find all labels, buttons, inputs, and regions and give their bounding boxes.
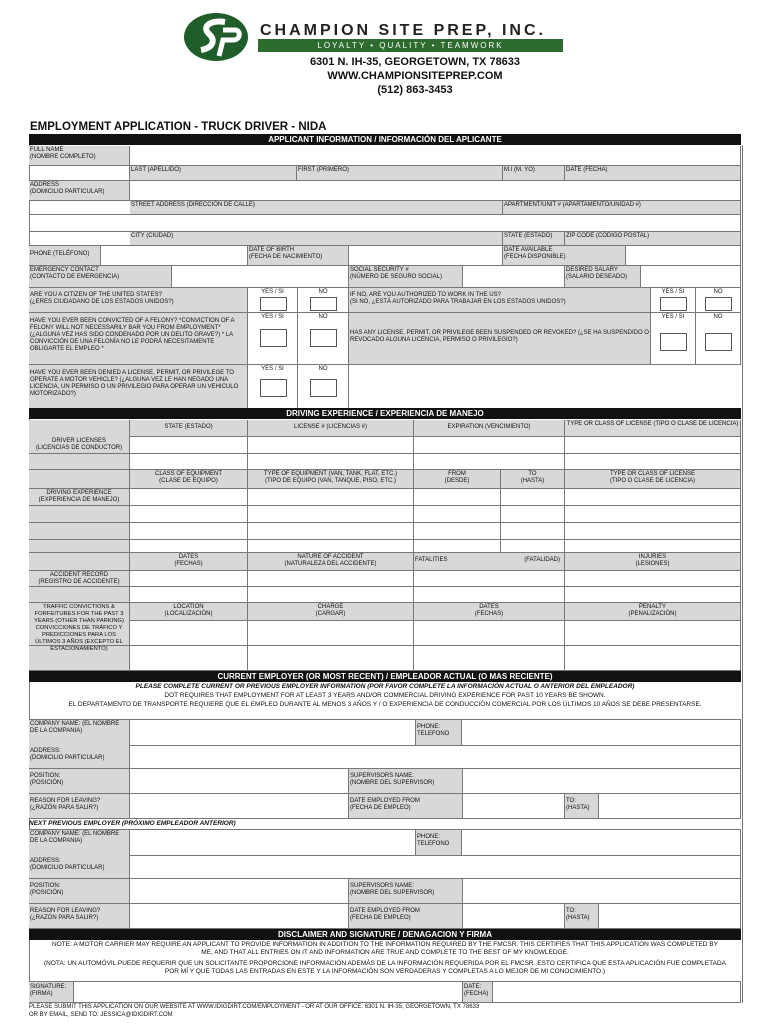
location-label: LOCATION (LOCALIZACIÓN) [130, 603, 248, 620]
date-label: DATE (FECHA) [565, 166, 741, 180]
license-type-field[interactable] [565, 454, 741, 469]
experience-row-1 [29, 489, 741, 506]
emergency-label: EMERGENCY CONTACT (CONTACTO DE EMERGENCIA) [29, 266, 172, 287]
expiration-field[interactable] [414, 437, 565, 453]
expiration-label: EXPIRATION (VENCIMIENTO) [414, 420, 565, 436]
accident-record-label: ACCIDENT RECORD (REGISTRO DE ACCIDENTE) [29, 571, 130, 586]
page-title: EMPLOYMENT APPLICATION - TRUCK DRIVER - NIDA [30, 121, 327, 133]
company-address: 6301 N. IH-35, GEORGETOWN, TX 78633 [309, 56, 521, 68]
mi-label: M.I (M. YO) [503, 166, 565, 180]
license-state-field[interactable] [130, 437, 248, 453]
supervisor-field[interactable] [463, 769, 741, 793]
address-label: ADDRESS (DOMICILIO PARTICULAR) [29, 181, 130, 200]
fatalidad-text: (FATALIDAD) [524, 557, 560, 563]
employer-address-field[interactable] [130, 745, 741, 768]
denied-label: HAVE YOU EVER BEEN DENIED A LICENSE, PERMIT, OR PRIVILEGE TO OPERATE A MOTOR VEHICLE? (¿ALGUNA VEZ LE HAN NEGADO UNA LICENCIA, UN PERMISO O UN PRIVILEGIO PARA OPERAR UN VEHICULO MOTORIZADO?) [29, 365, 248, 408]
reason-field[interactable] [130, 794, 349, 818]
accident-row-1 [29, 571, 741, 587]
accident-row-2 [29, 587, 741, 603]
license-type-field[interactable] [565, 489, 741, 505]
salary-label: DESIRED SALARY (SALARIO DESEADO) [565, 266, 641, 287]
type-equipment-field[interactable] [248, 506, 414, 522]
from-field[interactable] [414, 489, 501, 505]
class-equipment-field[interactable] [130, 523, 248, 539]
emergency-row [29, 266, 741, 288]
full-name-row [29, 146, 741, 166]
cs-logo-icon [183, 12, 249, 62]
experience-row-3 [29, 523, 741, 540]
accident-nature-field[interactable] [248, 587, 414, 602]
class-equipment-field[interactable] [130, 506, 248, 522]
citizen-yes-checkbox[interactable] [260, 297, 287, 311]
position-field[interactable] [130, 769, 349, 793]
fatalities-field[interactable] [414, 571, 565, 586]
employer-phone-field[interactable] [462, 720, 741, 745]
accident-date-field[interactable] [130, 571, 248, 586]
license-number-field[interactable] [248, 454, 414, 469]
submit-instructions: PLEASE SUBMIT THIS APPLICATION ON OUR WEBSITE AT WWW.IDIGDIRT.COM/EMPLOYMENT - OR AT OUR OFFICE: 6301 N. IH-35, GEORGETOWN, TX 78633 [29, 1004, 480, 1010]
date-available-field[interactable] [626, 246, 741, 265]
ssn-label: SOCIAL SECURITY # (NÚMERO DE SEGURO SOCIAL) [349, 266, 463, 287]
license-type-label: TYPE OR CLASS OF LICENSE (TIPO O CLASE DE LICENCIA) [565, 420, 741, 436]
penalty-field[interactable] [565, 621, 741, 645]
yes-label: YES / SI [661, 314, 685, 320]
traffic-dates-label: DATES (FECHAS) [414, 603, 565, 620]
from-field[interactable] [414, 523, 501, 539]
city-field-row [29, 215, 741, 232]
penalty-label: PENALTY (PENALIZACIÓN) [565, 603, 741, 620]
injuries-label: INJURIES (LESIONES) [565, 553, 741, 570]
date-available-label: DATE AVAILABLE (FECHA DISPONIBLE) [503, 246, 626, 265]
company-row [29, 719, 741, 746]
street-row [29, 201, 741, 215]
charge-field[interactable] [248, 646, 414, 670]
location-field[interactable] [130, 621, 248, 645]
signature-field[interactable] [74, 982, 463, 1002]
felony-row [29, 313, 741, 365]
employer-phone-field-2[interactable] [462, 830, 741, 855]
class-equipment-field[interactable] [130, 489, 248, 505]
authorized-label: IF NO, ARE YOU AUTHORIZED TO WORK IN THE US? (SI NO, ¿ESTÁ AUTORIZADO PARA TRABAJAR EN LOS ESTADOS UNIDOS?) [349, 288, 651, 312]
dob-field[interactable] [349, 246, 503, 265]
company-label-2: COMPANY NAME: (EL NOMBRE DE LA COMPANIA) [29, 830, 130, 855]
from-field[interactable] [414, 506, 501, 522]
yes-label: YES / SI [661, 289, 685, 295]
felony-yes-cell [248, 313, 298, 364]
suspended-yes-cell [651, 313, 696, 364]
fatalities-text: FATALITIES [415, 557, 448, 563]
address-row [29, 181, 741, 201]
fatalities-label [414, 553, 565, 570]
accident-dates-label: DATES (FECHAS) [130, 553, 248, 570]
employed-from-label: DATE EMPLOYED FROM (FECHA DE EMPLEO) [349, 794, 463, 818]
reason-label-2: REASON FOR LEAVING? (¿RAZÓN PARA SALIR?) [29, 904, 130, 928]
charge-label: CHARGE (CARGAR) [248, 603, 414, 620]
traffic-header-row [29, 603, 741, 652]
license-type-field[interactable] [565, 437, 741, 453]
traffic-date-field[interactable] [414, 646, 565, 670]
reason-label: REASON FOR LEAVING? (¿RAZÓN PARA SALIR?) [29, 794, 130, 818]
employed-from-field-2[interactable] [463, 904, 565, 928]
phone-field[interactable] [101, 246, 248, 265]
citizen-label: ARE YOU A CITIZEN OF THE UNITED STATES? (¿ERES CIUDADANO DE LOS ESTADOS UNIDOS?) [29, 288, 248, 312]
dot-requirement-es: EL DEPARTAMENTO DE TRANSPORTE REQUIERE QUE EL EMPLEO DURANTE AL MENOS 3 AÑOS Y / O EXPERIENCIA DE CONDUCCIÓN COMERCIAL POR LOS ÚLTIMOS 10 AÑOS SE DEBE PRESENTARSE. [68, 701, 702, 708]
accident-nature-label: NATURE OF ACCIDENT (NATURALEZA DEL ACCIDENTE) [248, 553, 414, 570]
denied-no-checkbox[interactable] [310, 379, 337, 397]
license-type-field[interactable] [565, 506, 741, 522]
to-field[interactable] [501, 523, 565, 539]
signature-label: SIGNATURE: (FIRMA) [29, 982, 74, 1002]
phone-row [29, 246, 741, 266]
license-type-field[interactable] [565, 523, 741, 539]
company-row-2 [29, 829, 741, 856]
denied-yes-cell [248, 365, 298, 408]
accident-header-row [29, 553, 741, 571]
position-field-2[interactable] [130, 879, 349, 903]
employer-address-label: ADDRESS: (DOMICILIO PARTICULAR) [29, 745, 130, 768]
felony-yes-checkbox[interactable] [260, 329, 287, 347]
traffic-row-2 [29, 646, 741, 671]
company-name: CHAMPION SITE PREP, INC. [260, 22, 546, 39]
full-name-field[interactable] [130, 146, 741, 165]
felony-no-checkbox[interactable] [310, 329, 337, 347]
employer-address-field-2[interactable] [130, 855, 741, 878]
no-label: NO [318, 314, 328, 320]
apt-label: APARTMENT/UNIT # (APARTAMENTO/UNIDAD #) [503, 201, 741, 214]
authorized-no-checkbox[interactable] [705, 297, 732, 311]
injuries-field[interactable] [565, 571, 741, 586]
zip-label: ZIP CODE (CÓDIGO POSTAL) [565, 232, 741, 245]
phone-label: PHONE (TELÉFONO) [29, 246, 101, 265]
license-type-label-2: TYPE OR CLASS OF LICENSE (TIPO O CLASE DE LICENCIA) [565, 470, 741, 488]
position-row-2 [29, 879, 741, 904]
employed-from-label-2: DATE EMPLOYED FROM (FECHA DE EMPLEO) [349, 904, 463, 928]
suspended-label: HAS ANY LICENSE, PERMIT, OR PRIVILEGE BEEN SUSPENDED OR REVOKED? (¿SE HA SUSPENDIDO O REVOCADO ALGUNA LICENCIA, PERMISO O PRIVILEGIO?) [349, 313, 651, 364]
employer-address-row-2 [29, 855, 741, 879]
suspended-no-checkbox[interactable] [705, 333, 732, 351]
accident-nature-field[interactable] [248, 571, 414, 586]
tagline-bar: LOYALTY • QUALITY • TEAMWORK [258, 39, 563, 52]
license-type-field[interactable] [565, 540, 741, 552]
citizen-no-cell [298, 288, 349, 312]
injuries-field[interactable] [565, 587, 741, 602]
employed-to-field[interactable] [599, 794, 741, 818]
from-field[interactable] [414, 540, 501, 552]
section-applicant: APPLICANT INFORMATION / INFORMACIÓN DEL APLICANTE [29, 134, 741, 145]
position-label: POSITION: (POSICIÓN) [29, 769, 130, 793]
experience-header-row [29, 470, 741, 489]
suspended-yes-checkbox[interactable] [660, 333, 687, 351]
authorized-yes-cell [651, 288, 696, 312]
no-label: NO [318, 289, 328, 295]
next-employer-title: NEXT PREVIOUS EMPLOYER (PRÓXIMO EMPLEADOR ANTERIOR) [29, 820, 236, 827]
full-name-label: FULL NAME (NOMBRE COMPLETO) [29, 146, 130, 165]
authorized-yes-checkbox[interactable] [660, 297, 687, 311]
to-field[interactable] [501, 540, 565, 552]
state-label: STATE (ESTADO) [503, 232, 565, 245]
to-field[interactable] [501, 489, 565, 505]
company-field[interactable] [130, 720, 416, 745]
emergency-field[interactable] [172, 266, 349, 287]
company-website: WWW.CHAMPIONSITEPREP.COM [327, 70, 503, 82]
from-label: FROM (DESDE) [414, 470, 501, 488]
no-label: NO [713, 314, 723, 320]
position-row [29, 769, 741, 794]
license-state-label: STATE (ESTADO) [130, 420, 248, 436]
authorized-no-cell [696, 288, 741, 312]
driving-experience-label: DRIVING EXPERIENCE (EXPERIENCIA DE MANEJO) [29, 489, 130, 505]
employed-from-field[interactable] [463, 794, 565, 818]
employed-to-field-2[interactable] [599, 904, 741, 928]
signature-row [29, 981, 741, 1003]
traffic-row-1 [29, 621, 741, 646]
denied-yes-checkbox[interactable] [260, 379, 287, 397]
disclaimer-note: NOTE: A MOTOR CARRIER MAY REQUIRE AN APPLICANT TO PROVIDE INFORMATION IN ADDITION TO THE INFORMATION REQUIRED BY THE FMCSR. THIS CERTIFIES THAT THIS APPLICATION WAS COMPLETED BY ME, AND THAT ALL ENTRIES ON IT AND INFORMATION ARE TRUE AND COMPLETE TO THE BEST OF MY KNOWLEDGE. [52, 941, 718, 956]
signature-date-label: DATE: (FECHA) [463, 982, 493, 1002]
no-label: NO [318, 366, 328, 372]
street-label: STREET ADDRESS (DIRECCIÓN DE CALLE) [130, 201, 503, 214]
employer-address-row [29, 745, 741, 769]
employed-to-label-2: TO: (HASTA) [565, 904, 599, 928]
yes-label: YES / SI [261, 314, 284, 320]
supervisor-label: SUPERVISORS NAME: (NOMBRE DEL SUPERVISOR) [349, 769, 463, 793]
to-label: TO (HASTA) [501, 470, 565, 488]
employer-phone-label: PHONE: TELEFONO [416, 720, 462, 745]
reason-row [29, 794, 741, 819]
salary-field[interactable] [641, 266, 741, 287]
city-row [29, 232, 741, 246]
first-name-label: FIRST (PRIMERO) [297, 166, 503, 180]
citizen-yes-cell [248, 288, 298, 312]
employer-phone-label-2: PHONE: TELEFONO [416, 830, 462, 855]
license-number-label: LICENSE # (LICENCIAS #) [248, 420, 414, 436]
name-parts-row [29, 166, 741, 181]
supervisor-label-2: SUPERVISORS NAME: (NOMBRE DEL SUPERVISOR) [349, 879, 463, 903]
email-instructions: OR BY EMAIL, SEND TO: JESSICA@IDIGDIRT.COM [29, 1012, 173, 1018]
driver-licenses-label: DRIVER LICENSES (LICENCIAS DE CONDUCTOR) [29, 437, 130, 453]
type-equipment-label: TYPE OF EQUIPMENT (VAN, TANK, FLAT, ETC.) (TIPO DE EQUIPO (VAN, TANQUE, PISO, ETC.) [248, 470, 414, 488]
company-phone: (512) 863-3453 [377, 84, 453, 96]
company-label: COMPANY NAME: (EL NOMBRE DE LA COMPANIA) [29, 720, 130, 745]
type-equipment-field[interactable] [248, 523, 414, 539]
accident-date-field[interactable] [130, 587, 248, 602]
denied-row [29, 365, 741, 409]
supervisor-field-2[interactable] [463, 879, 741, 903]
location-field[interactable] [130, 646, 248, 670]
fatalities-field[interactable] [414, 587, 565, 602]
penalty-field[interactable] [565, 646, 741, 670]
company-field-2[interactable] [130, 830, 416, 855]
type-equipment-field[interactable] [248, 540, 414, 552]
felony-no-cell [298, 313, 349, 364]
employer-address-label-2: ADDRESS: (DOMICILIO PARTICULAR) [29, 855, 130, 878]
class-equipment-field[interactable] [130, 540, 248, 552]
experience-row-2 [29, 506, 741, 523]
employer-instructions: PLEASE COMPLETE CURRENT OR PREVIOUS EMPLOYER INFORMATION (POR FAVOR COMPLETE LA INFORMACIÓN ACTUAL O ANTERIOR DEL EMPLEADOR) [135, 683, 635, 690]
dot-requirement: DOT REQUIRES THAT EMPLOYMENT FOR AT LEAST 3 YEARS AND/OR COMMERCIAL DRIVING EXPERIENCE FOR PAST 10 YEARS BE SHOWN. [164, 692, 606, 699]
license-row-2 [29, 454, 741, 470]
no-label: NO [713, 289, 723, 295]
disclaimer-note-es: (NOTA: UN AUTOMÓVIL PUEDE REQUERIR QUE UN SOLICITANTE PROPORCIONE INFORMACIÓN ADEMÁS DE LA INFORMACIÓN REQUERIDA POR EL FMCSR. ESTO CERTIFICA QUE ESTA APLICACIÓN FUE COMPLETADA POR MÍ Y QUE TODAS LAS ENTRADAS EN ESTE Y LA INFORMACIÓN SON VERDADERAS Y COMPLETAS A LO MEJOR DE MI CONOCIMIENTO.) [43, 960, 726, 975]
employed-to-label: TO: (HASTA) [565, 794, 599, 818]
last-name-label: LAST (APELLIDO) [130, 166, 297, 180]
experience-row-4 [29, 540, 741, 553]
charge-field[interactable] [248, 621, 414, 645]
yes-label: YES / SI [261, 289, 284, 295]
type-equipment-field[interactable] [248, 489, 414, 505]
license-state-field[interactable] [130, 454, 248, 469]
city-label: CITY (CIUDAD) [130, 232, 503, 245]
citizen-row [29, 288, 741, 313]
to-field[interactable] [501, 506, 565, 522]
class-equipment-label: CLASS OF EQUIPMENT (CLASE DE EQUIPO) [130, 470, 248, 488]
reason-field-2[interactable] [130, 904, 349, 928]
citizen-no-checkbox[interactable] [310, 297, 337, 311]
felony-label: HAVE YOU EVER BEEN CONVICTED OF A FELONY? *CONVICTION OF A FELONY WILL NOT NECESSARILY BAR YOU FROM EMPLOYMENT* (¿ALGUNA VEZ HAS SIDO CONDENADO POR UN DELITO GRAVE?) * LA CONVICCIÓN DE UNA FELONÍA NO LE PODRÁ NECESITAMENTE OBLIGARTE EL EMPLEO * [29, 313, 248, 364]
license-header-row [29, 420, 741, 437]
traffic-convictions-label: TRAFFIC CONVICTIONS & FORFEITURES FOR THE PAST 3 YEARS (OTHER THAN PARKING) CONVICCIONES DE TRÁFICO Y PREDICCIONES PARA LOS ÚLTIMOS 3 AÑOS (EXCEPTO EL ESTACIONAMIENTO) [34, 604, 124, 652]
denied-no-cell [298, 365, 349, 408]
traffic-date-field[interactable] [414, 621, 565, 645]
dob-label: DATE OF BIRTH (FECHA DE NACIMIENTO) [248, 246, 349, 265]
yes-label: YES / SI [261, 366, 284, 372]
expiration-field[interactable] [414, 454, 565, 469]
reason-row-2 [29, 904, 741, 929]
city-field[interactable] [130, 215, 741, 231]
section-employer: CURRENT EMPLOYER (OR MOST RECENT) / EMPLEADOR ACTUAL (O MAS RECIENTE) [29, 671, 741, 682]
section-driving: DRIVING EXPERIENCE / EXPERIENCIA DE MANEJO [29, 408, 741, 419]
license-row-1 [29, 437, 741, 454]
license-number-field[interactable] [248, 437, 414, 453]
suspended-no-cell [696, 313, 741, 364]
ssn-field[interactable] [463, 266, 565, 287]
address-field[interactable] [130, 181, 741, 200]
section-disclaimer: DISCLAIMER AND SIGNATURE / DENAGACION Y FIRMA [29, 929, 741, 940]
position-label-2: POSITION: (POSICIÓN) [29, 879, 130, 903]
signature-date-field[interactable] [493, 982, 741, 1002]
